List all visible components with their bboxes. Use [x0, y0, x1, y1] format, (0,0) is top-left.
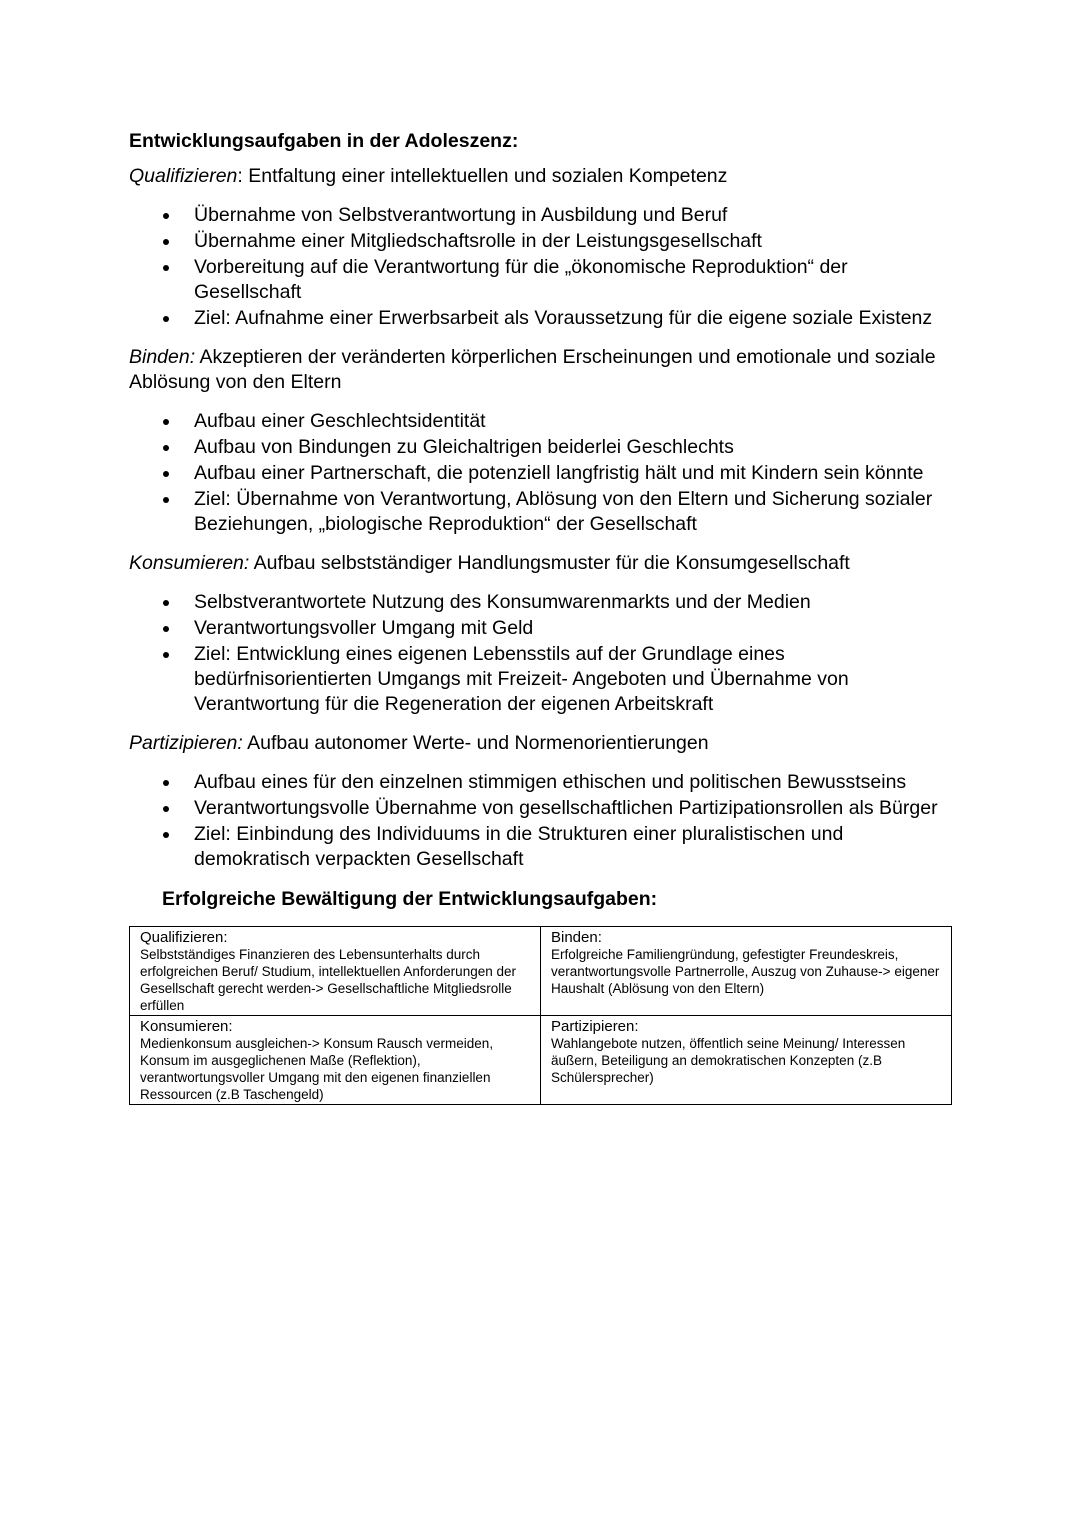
section-partizipieren-intro	[129, 731, 959, 756]
cell-title: Partizipieren:	[551, 1018, 639, 1035]
bullet-icon	[163, 652, 169, 658]
list-item	[129, 796, 959, 821]
list-item	[129, 409, 959, 434]
section-description: Aufbau selbstständiger Handlungsmuster für die Konsumgesellschaft	[253, 552, 850, 574]
cell-text: Wahlangebote nutzen, öffentlich seine Meinung/ Interessen äußern, Beteiligung an demokratischen Konzepten (z.B Schülersprecher)	[551, 1036, 906, 1085]
list-item	[129, 203, 959, 228]
section-term: Konsumieren:	[129, 552, 250, 574]
bullet-icon	[163, 445, 169, 451]
cell-text: Selbstständiges Finanzieren des Lebensunterhalts durch erfolgreichen Beruf/ Studium, intellektuellen Anforderungen der Gesellschaft gerecht werden-> Gesellschaftliche Mitgliedsrolle erfüllen	[140, 947, 516, 1013]
bullet-icon	[163, 806, 169, 812]
section-konsumieren-intro	[129, 551, 959, 576]
section-qualifizieren-intro	[129, 164, 959, 189]
bullet-icon	[163, 832, 169, 838]
list-item	[129, 306, 959, 331]
section-separator: :	[237, 165, 249, 187]
list-item-text: Ziel: Übernahme von Verantwortung, Ablösung von den Eltern und Sicherung sozialer Beziehungen, „biologische Reproduktion“ der Gesellschaft	[194, 488, 933, 535]
section-binden-list	[129, 409, 959, 537]
summary-cell-qualifizieren	[130, 927, 541, 1016]
cell-text: Medienkonsum ausgleichen-> Konsum Rausch vermeiden, Konsum im ausgeglichenen Maße (Reflektion), verantwortungsvoller Umgang mit den eigenen finanziellen Ressourcen (z.B Taschengeld)	[140, 1036, 494, 1102]
list-item	[129, 616, 959, 641]
bullet-icon	[163, 497, 169, 503]
bullet-icon	[163, 419, 169, 425]
summary-cell-konsumieren	[130, 1016, 541, 1105]
bullet-icon	[163, 265, 169, 271]
bullet-icon	[163, 600, 169, 606]
list-item	[129, 487, 959, 537]
list-item-text: Verantwortungsvoller Umgang mit Geld	[194, 617, 534, 639]
list-item-text: Übernahme einer Mitgliedschaftsrolle in der Leistungsgesellschaft	[194, 230, 762, 252]
section-konsumieren-list	[129, 590, 959, 717]
summary-heading: Erfolgreiche Bewältigung der Entwicklungsaufgaben:	[162, 888, 658, 910]
bullet-icon	[163, 213, 169, 219]
list-item	[129, 435, 959, 460]
section-term: Partizipieren:	[129, 732, 243, 754]
cell-text: Erfolgreiche Familiengründung, gefestigter Freundeskreis, verantwortungsvolle Partnerrolle, Auszug von Zuhause-> eigener Haushalt (Ablösung von den Eltern)	[551, 947, 940, 996]
bullet-icon	[163, 471, 169, 477]
list-item	[129, 255, 959, 305]
list-item-text: Selbstverantwortete Nutzung des Konsumwarenmarkts und der Medien	[194, 591, 811, 613]
list-item-text: Ziel: Einbindung des Individuums in die Strukturen einer pluralistischen und demokratisch verpackten Gesellschaft	[194, 823, 844, 870]
list-item-text: Verantwortungsvolle Übernahme von gesellschaftlichen Partizipationsrollen als Bürger	[194, 797, 938, 819]
list-item	[129, 642, 959, 717]
cell-title: Qualifizieren:	[140, 929, 228, 946]
bullet-icon	[163, 316, 169, 322]
list-item-text: Aufbau von Bindungen zu Gleichaltrigen beiderlei Geschlechts	[194, 436, 734, 458]
section-description: Entfaltung einer intellektuellen und sozialen Kompetenz	[248, 165, 728, 187]
table-row	[130, 1016, 952, 1105]
section-partizipieren-list	[129, 770, 959, 872]
table-row	[130, 927, 952, 1016]
cell-title: Binden:	[551, 929, 602, 946]
section-term: Binden:	[129, 346, 196, 368]
page-title: Entwicklungsaufgaben in der Adoleszenz:	[129, 130, 519, 152]
summary-cell-binden	[541, 927, 952, 1016]
list-item-text: Vorbereitung auf die Verantwortung für die „ökonomische Reproduktion“ der Gesellschaft	[194, 256, 848, 303]
list-item-text: Aufbau einer Partnerschaft, die potenziell langfristig hält und mit Kindern sein könnte	[194, 462, 924, 484]
list-item-text: Ziel: Aufnahme einer Erwerbsarbeit als Voraussetzung für die eigene soziale Existenz	[194, 307, 933, 329]
summary-cell-partizipieren	[541, 1016, 952, 1105]
list-item-text: Aufbau einer Geschlechtsidentität	[194, 410, 486, 432]
bullet-icon	[163, 239, 169, 245]
list-item	[129, 590, 959, 615]
section-description: Aufbau autonomer Werte- und Normenorientierungen	[247, 732, 709, 754]
section-term: Qualifizieren	[129, 165, 238, 187]
section-qualifizieren-list	[129, 203, 959, 331]
list-item	[129, 229, 959, 254]
bullet-icon	[163, 780, 169, 786]
section-binden-intro	[129, 345, 959, 395]
cell-title: Konsumieren:	[140, 1018, 233, 1035]
list-item	[129, 461, 959, 486]
list-item	[129, 770, 959, 795]
list-item-text: Ziel: Entwicklung eines eigenen Lebensstils auf der Grundlage eines bedürfnisorientierten Umgangs mit Freizeit- Angeboten und Übernahme von Verantwortung für die Regeneration der eigenen Arbeitskraft	[194, 643, 849, 715]
list-item-text: Aufbau eines für den einzelnen stimmigen ethischen und politischen Bewusstseins	[194, 771, 907, 793]
list-item-text: Übernahme von Selbstverantwortung in Ausbildung und Beruf	[194, 204, 728, 226]
list-item	[129, 822, 959, 872]
section-description: Akzeptieren der veränderten körperlichen Erscheinungen und emotionale und soziale Ablösung von den Eltern	[129, 346, 936, 393]
bullet-icon	[163, 626, 169, 632]
summary-table	[129, 926, 952, 1105]
document-page	[129, 128, 959, 1105]
